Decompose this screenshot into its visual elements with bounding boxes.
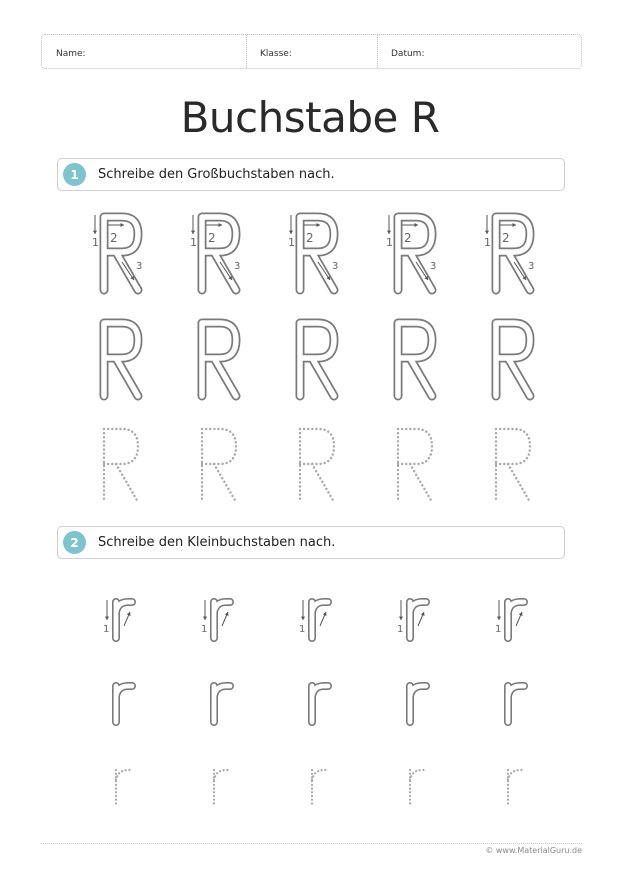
stroke-number-1: 1 [397, 624, 404, 635]
task-1-box [57, 158, 565, 191]
stroke-number-1: 1 [92, 236, 99, 249]
lowercase-r-outline-5 [492, 676, 532, 732]
task-2-number: 2 [63, 531, 86, 554]
footer-credit: © www.MaterialGuru.de [485, 846, 582, 855]
uppercase-r-guide-1 [86, 210, 150, 300]
footer-divider [41, 843, 582, 844]
stroke-number-2: 2 [502, 231, 510, 245]
stroke-number-1: 1 [299, 624, 306, 635]
task-2-instruction: Schreibe den Kleinbuchstaben nach. [98, 535, 336, 550]
uppercase-r-guide-3 [282, 210, 346, 300]
lowercase-r-dotted-5 [492, 760, 532, 816]
task-1-instruction: Schreibe den Großbuchstaben nach. [98, 167, 335, 182]
stroke-number-1: 1 [484, 236, 491, 249]
lowercase-r-outline-1 [100, 676, 140, 732]
lowercase-r-guide-1 [100, 592, 140, 648]
stroke-number-2: 2 [404, 231, 412, 245]
uppercase-r-dotted-4 [380, 422, 444, 512]
stroke-number-1: 1 [103, 624, 110, 635]
stroke-number-1: 1 [190, 236, 197, 249]
stroke-number-1: 1 [288, 236, 295, 249]
class-field[interactable] [247, 35, 378, 68]
task-1-number: 1 [63, 163, 86, 186]
lowercase-r-guide-2 [198, 592, 238, 648]
header-fields [41, 34, 582, 69]
lowercase-r-guide-4 [394, 592, 434, 648]
stroke-number-3: 3 [430, 261, 437, 272]
stroke-number-1: 1 [495, 624, 502, 635]
lowercase-r-outline-2 [198, 676, 238, 732]
uppercase-r-outline-3 [282, 316, 346, 406]
lowercase-r-outline-4 [394, 676, 434, 732]
uppercase-r-dotted-3 [282, 422, 346, 512]
lowercase-r-outline-3 [296, 676, 336, 732]
lowercase-r-dotted-4 [394, 760, 434, 816]
lowercase-r-dotted-2 [198, 760, 238, 816]
stroke-number-1: 1 [201, 624, 208, 635]
uppercase-r-outline-1 [86, 316, 150, 406]
page-title: Buchstabe R [180, 93, 440, 142]
uppercase-r-guide-4 [380, 210, 444, 300]
class-label: Klasse: [260, 49, 292, 59]
date-label: Datum: [391, 49, 425, 59]
stroke-number-3: 3 [234, 261, 241, 272]
stroke-number-2: 2 [306, 231, 314, 245]
lowercase-r-guide-3 [296, 592, 336, 648]
uppercase-r-outline-2 [184, 316, 248, 406]
stroke-number-3: 3 [332, 261, 339, 272]
lowercase-r-dotted-3 [296, 760, 336, 816]
stroke-number-3: 3 [528, 261, 535, 272]
name-field[interactable] [42, 35, 247, 68]
uppercase-r-dotted-1 [86, 422, 150, 512]
uppercase-r-outline-4 [380, 316, 444, 406]
stroke-number-2: 2 [208, 231, 216, 245]
uppercase-r-guide-5 [478, 210, 542, 300]
stroke-number-1: 1 [386, 236, 393, 249]
stroke-number-3: 3 [136, 261, 143, 272]
uppercase-r-outline-5 [478, 316, 542, 406]
uppercase-r-guide-2 [184, 210, 248, 300]
date-field[interactable] [378, 35, 581, 68]
uppercase-r-dotted-5 [478, 422, 542, 512]
uppercase-r-dotted-2 [184, 422, 248, 512]
name-label: Name: [56, 49, 86, 59]
task-2-box [57, 526, 565, 559]
lowercase-r-dotted-1 [100, 760, 140, 816]
stroke-number-2: 2 [110, 231, 118, 245]
lowercase-r-guide-5 [492, 592, 532, 648]
